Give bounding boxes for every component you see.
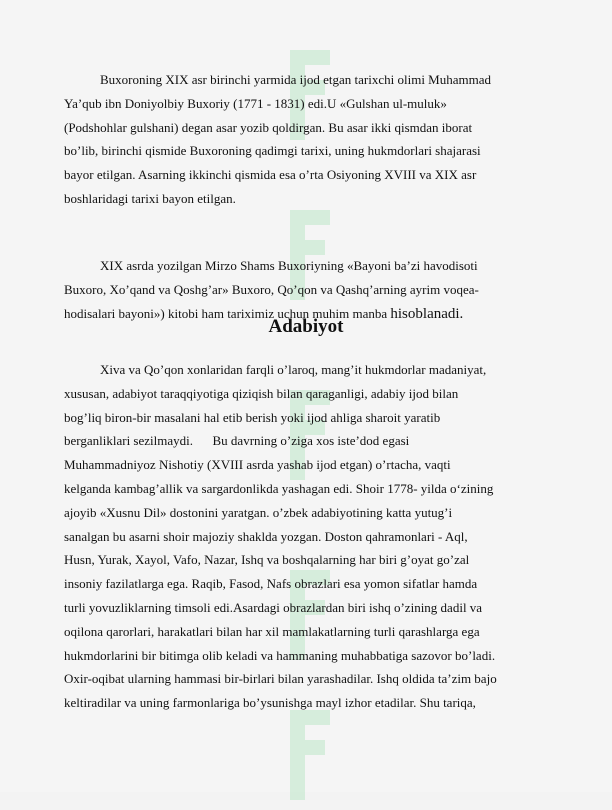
paragraph-line: xususan, adabiyot taraqqiyotiga qiziqish bilan qaraganligi, adabiy ijod bilan <box>64 385 459 401</box>
paragraph-line: hukmdorlarini bir bitimga olib keladi va hammaning muhabbatiga sazovor bo’ladi. <box>64 647 496 663</box>
paragraph-line: berganliklari sezilmaydi. Bu davrning o’ziga xos iste’dod egasi <box>64 433 410 449</box>
paragraph-line: Oxir-oqibat ularning hammasi bir-birlari bilan yarashadilar. Ishq oldida ta’zim bajo <box>64 671 497 687</box>
paragraph-line: Xiva va Qo’qon xonlaridan farqli o’laroq, mang’it hukmdorlar madaniyat, <box>100 362 487 377</box>
watermark-logo <box>280 700 340 810</box>
paragraph-line: Buxoro, Xo’qand va Qoshg’ar» Buxoro, Qo’qon va Qashq’arning ayrim voqea- <box>64 281 479 297</box>
paragraph-line: oqilona qarorlari, harakatlari bilan har xil mamlakatlarning turli qarashlarga ega <box>64 623 480 639</box>
paragraph-line: Muhammadniyoz Nishotiy (XVIII asrda yashab ijod etgan) o’rtacha, vaqti <box>64 457 451 473</box>
paragraph-line: Ya’qub ibn Doniyolbiy Buxoriy (1771 - 1831) edi.U «Gulshan ul-muluk» <box>64 95 447 111</box>
paragraph-line: bog’liq biron-bir masalani hal etib berish yoki ijod ahliga sharoit yaratib <box>64 409 441 425</box>
paragraph-line: Husn, Yurak, Xayol, Vafo, Nazar, Ishq va boshqalarning har biri g’oyat go’zal <box>64 552 470 568</box>
paragraph-line: turli yovuzliklarning timsoli edi.Asardagi obrazlardan biri ishq o’zining dadil va <box>64 599 483 615</box>
paragraph-3 <box>64 358 554 715</box>
paragraph-line: bo’lib, birinchi qismide Buxoroning qadimgi tarixi, uning hukmdorlari shajarasi <box>64 143 481 159</box>
paragraph-line: sanalgan bu asarni shoir majoziy shaklda yozgan. Doston qahramonlari - Aql, <box>64 528 468 544</box>
paragraph-line: keltiradilar va uning farmonlariga bo’ysunishga mayl izhor etadilar. Shu tariqa, <box>64 695 476 711</box>
paragraph-line: ajoyib «Xusnu Dil» dostonini yaratgan. o’zbek adabiyotining katta yutug’i <box>64 504 453 520</box>
paragraph-line: XIX asrda yozilgan Mirzo Shams Buxoriyning «Bayoni ba’zi havodisoti <box>100 258 478 273</box>
paragraph-line: insoniy fazilatlarga ega. Raqib, Fasod, Nafs obrazlari esa yomon sifatlar hamda <box>64 576 478 592</box>
paragraph-line-main: hodisalari bayoni») kitobi ham tariximiz uchun muhim manba <box>64 305 391 321</box>
paragraph-line-emphasis: hisoblanadi. <box>390 305 464 322</box>
paragraph-line: boshlaridagi tarixi bayon etilgan. <box>64 190 236 206</box>
section-heading: Adabiyot <box>268 316 344 337</box>
paragraph-line: kelganda kambag’allik va sargardonlikda yashagan edi. Shoir 1778- yilda o‘zining <box>64 480 494 496</box>
paragraph-1 <box>64 68 554 211</box>
paragraph-line: Buxoroning XIX asr birinchi yarmida ijod etgan tarixchi olimi Muhammad <box>100 72 492 87</box>
paragraph-line: (Podshohlar gulshani) degan asar yozib qoldirgan. Bu asar ikki qismdan iborat <box>64 119 473 135</box>
paragraph-line: bayor etilgan. Asarning ikkinchi qismida esa o’rta Osiyoning XVIII va XIX asr <box>64 167 477 183</box>
